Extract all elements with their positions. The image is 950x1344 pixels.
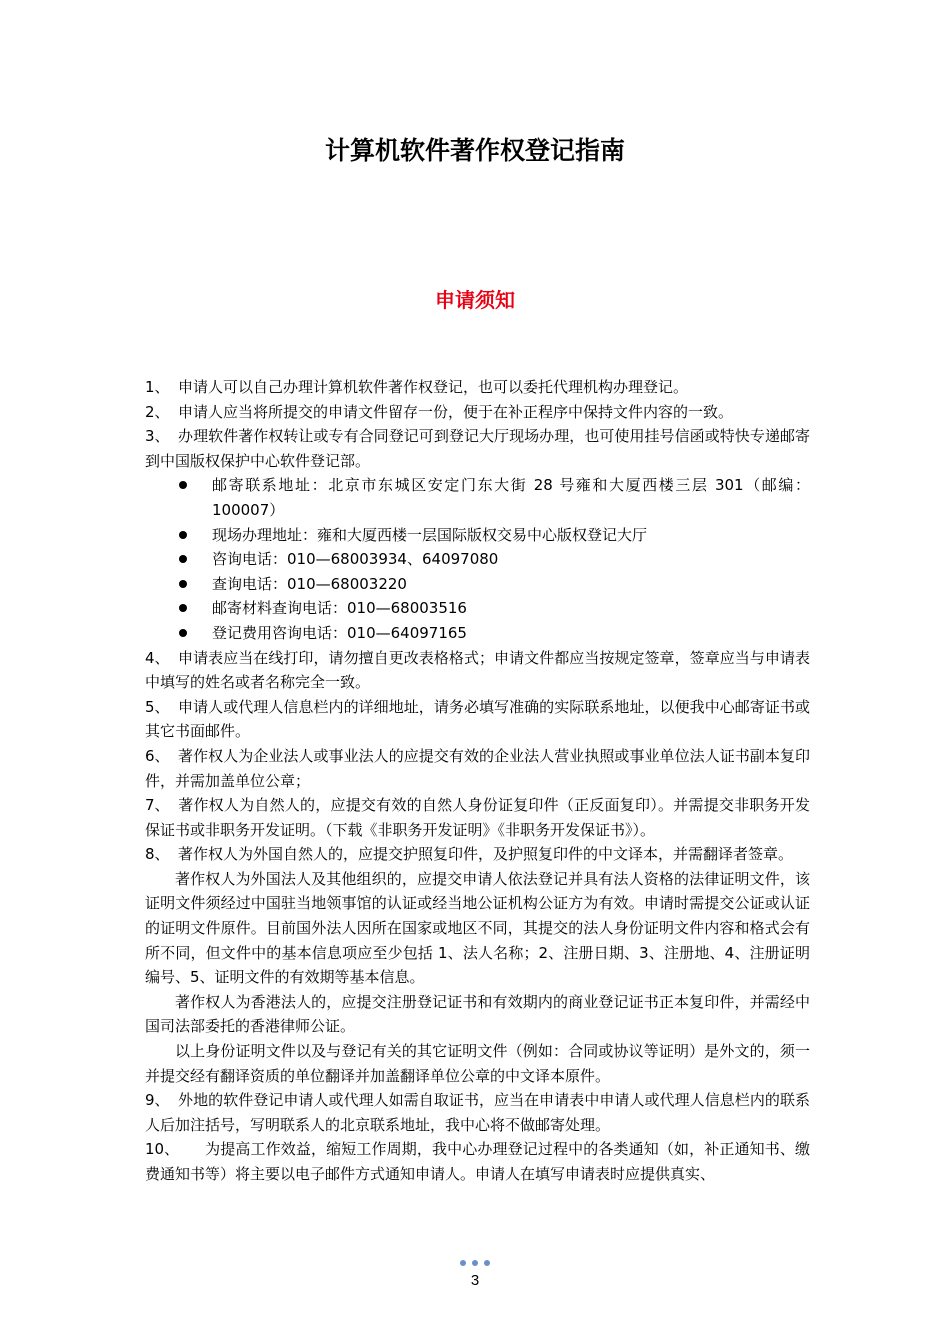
notice-item-3 xyxy=(145,424,810,473)
bullet-icon xyxy=(179,481,187,489)
item-number: 5、 xyxy=(145,697,170,716)
item-text: 申请人可以自己办理计算机软件著作权登记，也可以委托代理机构办理登记。 xyxy=(178,378,689,396)
notice-item-7 xyxy=(145,793,810,842)
contact-text: 咨询电话：010—68003934、64097080 xyxy=(212,550,499,569)
notice-item-5 xyxy=(145,695,810,744)
item-number: 6、 xyxy=(145,746,170,765)
item-number: 3、 xyxy=(145,427,170,446)
notice-item-10 xyxy=(145,1137,810,1186)
item-text: 申请人或代理人信息栏内的详细地址，请务必填写准确的实际联系地址，以便我中心邮寄证书或其它书面邮件。 xyxy=(145,697,810,741)
item-text: 著作权人为企业法人或事业法人的应提交有效的企业法人营业执照或事业单位法人证书副本复印件，并需加盖单位公章； xyxy=(145,746,810,790)
notice-item-8 xyxy=(145,842,810,867)
item-number: 8、 xyxy=(145,845,170,864)
item-text: 申请表应当在线打印，请勿擅自更改表格格式；申请文件都应当按规定签章，签章应当与申请表中填写的姓名或者名称完全一致。 xyxy=(145,648,810,692)
contact-list xyxy=(145,473,810,645)
bullet-icon xyxy=(179,555,187,563)
bullet-icon xyxy=(179,580,187,588)
paragraph-hk-legal: 著作权人为香港法人的，应提交注册登记证书和有效期内的商业登记证书正本复印件，并需经中国司法部委托的香港律师公证。 xyxy=(145,992,810,1036)
paragraph-translation: 以上身份证明文件以及与登记有关的其它证明文件（例如：合同或协议等证明）是外文的，须一并提交经有翻译资质的单位翻译并加盖翻译单位公章的中文译本原件。 xyxy=(145,1042,810,1085)
item-number: 2、 xyxy=(145,402,170,421)
contact-text: 邮寄材料查询电话：010—68003516 xyxy=(212,599,467,618)
notice-item-9 xyxy=(145,1088,810,1137)
page-number: 3 xyxy=(470,1272,480,1289)
contact-text: 查询电话：010—68003220 xyxy=(212,574,407,593)
notice-item-4 xyxy=(145,646,810,695)
item-number: 4、 xyxy=(145,648,170,667)
item-number: 10、 xyxy=(145,1140,180,1159)
contact-text: 登记费用咨询电话：010—64097165 xyxy=(212,623,467,642)
notice-content xyxy=(145,375,810,1187)
contact-text: 现场办理地址：雍和大厦西楼一层国际版权交易中心版权登记大厅 xyxy=(212,525,648,544)
page-footer xyxy=(0,1260,950,1292)
item-number: 1、 xyxy=(145,378,170,396)
contact-mail-query-phone xyxy=(179,596,810,621)
contact-fee-phone xyxy=(179,621,810,646)
more-dots-icon xyxy=(0,1260,950,1268)
contact-text: 邮寄联系地址：北京市东城区安定门东大街 28 号雍和大厦西楼三层 301（邮编：100007） xyxy=(212,476,810,519)
item-number: 7、 xyxy=(145,796,170,815)
bullet-icon xyxy=(179,629,187,637)
section-title: 申请须知 xyxy=(435,288,515,312)
notice-item-2 xyxy=(145,400,810,425)
paragraph-foreign-legal: 著作权人为外国法人及其他组织的，应提交申请人依法登记并具有法人资格的法律证明文件，该证明文件须经过中国驻当地领事馆的认证或经当地公证机构公证方为有效。申请时需提交公证或认证的证明文件原件。目前国外法人因所在国家或地区不同，其提交的法人身份证明文件内容和格式会有所不同，但文件中的基本信息项应至少包括 1、法人名称；2、注册日期、3、注册地、4、注册证明编号、5、证明文件的有效期等基本信息。 xyxy=(145,869,810,987)
bullet-icon xyxy=(179,531,187,539)
item-text: 申请人应当将所提交的申请文件留存一份，便于在补正程序中保持文件内容的一致。 xyxy=(178,402,734,421)
notice-item-6 xyxy=(145,744,810,793)
bullet-icon xyxy=(179,604,187,612)
item-text: 著作权人为外国自然人的，应提交护照复印件，及护照复印件的中文译本，并需翻译者签章。 xyxy=(178,845,794,864)
item-text: 外地的软件登记申请人或代理人如需自取证书，应当在申请表中申请人或代理人信息栏内的联系人后加注括号，写明联系人的北京联系地址，我中心将不做邮寄处理。 xyxy=(145,1091,810,1134)
contact-query-phone xyxy=(179,572,810,597)
contact-consult-phone xyxy=(179,547,810,572)
contact-onsite-address xyxy=(179,523,810,548)
dot xyxy=(460,1260,466,1266)
item-number: 9、 xyxy=(145,1091,170,1110)
dot xyxy=(484,1260,490,1266)
notice-item-1 xyxy=(145,375,810,400)
item-text: 办理软件著作权转让或专有合同登记可到登记大厅现场办理，也可使用挂号信函或特快专递邮寄到中国版权保护中心软件登记部。 xyxy=(145,427,810,470)
contact-mail-address xyxy=(179,473,810,522)
item-text: 为提高工作效益，缩短工作周期，我中心办理登记过程中的各类通知（如，补正通知书、缴费通知书等）将主要以电子邮件方式通知申请人。申请人在填写申请表时应提供真实、 xyxy=(145,1140,810,1183)
document-title: 计算机软件著作权登记指南 xyxy=(324,136,625,165)
item-text: 著作权人为自然人的，应提交有效的自然人身份证复印件（正反面复印）。并需提交非职务开发保证书或非职务开发证明。（下载《非职务开发证明》《非职务开发保证书》）。 xyxy=(145,796,810,839)
dot xyxy=(472,1260,478,1266)
